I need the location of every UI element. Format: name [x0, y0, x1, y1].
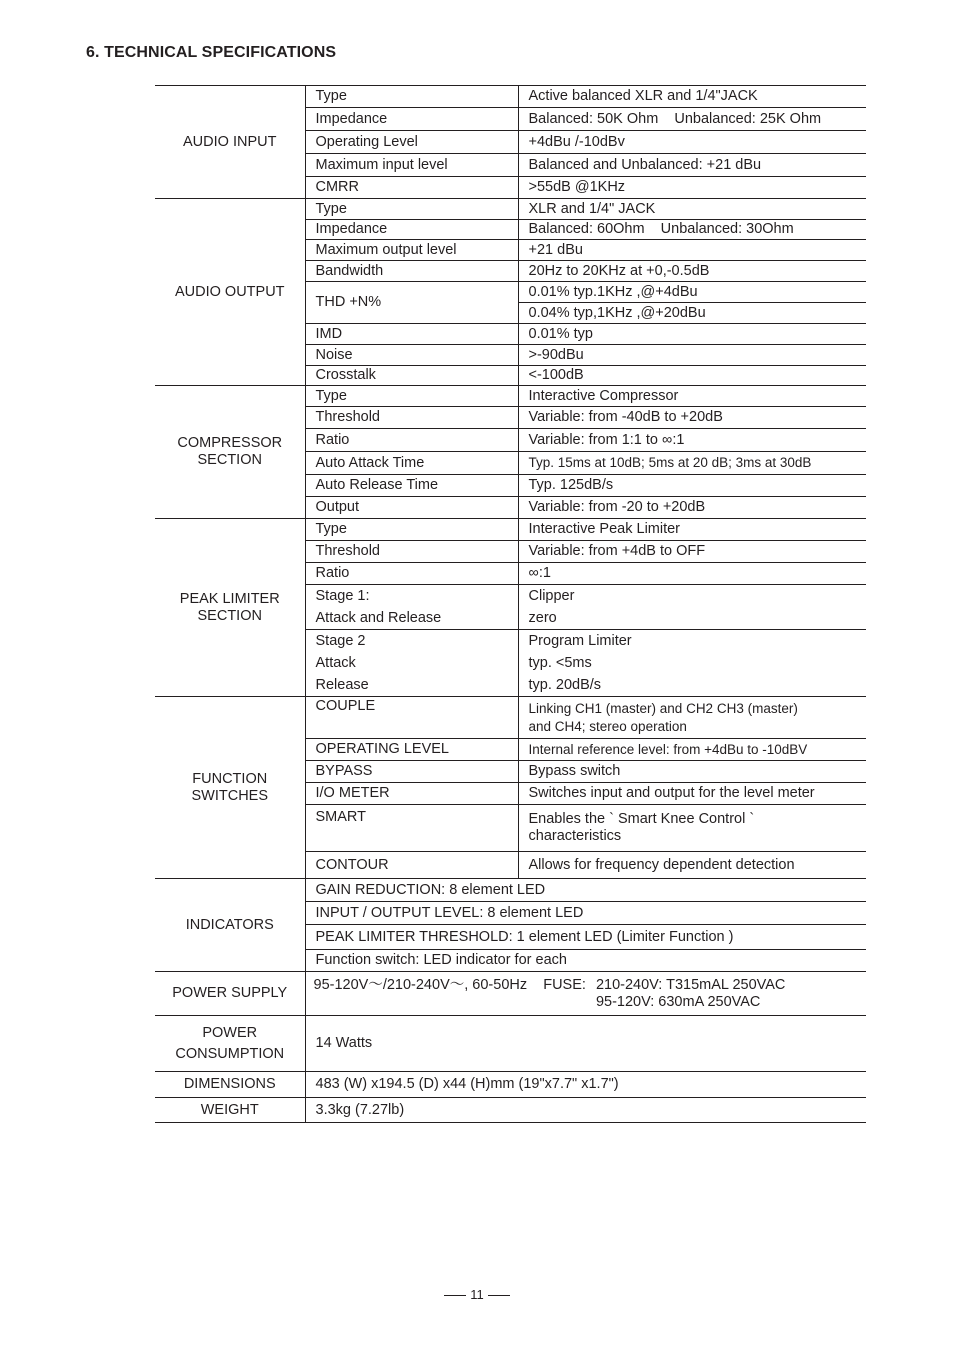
param-cell: Auto Release Time: [305, 475, 518, 497]
param-cell: Maximum input level: [305, 154, 518, 177]
param-cell: Bandwidth: [305, 261, 518, 282]
footer-rule: [444, 1295, 466, 1296]
section-indicators: [155, 879, 305, 972]
fuse-line: 95-120V: 630mA 250VAC: [595, 993, 761, 1010]
param-cell: CONTOUR: [305, 852, 518, 879]
table-row: [155, 1016, 866, 1072]
section-audio-input: [155, 86, 305, 199]
value-cell: [305, 972, 866, 1016]
section-label: SWITCHES: [191, 787, 269, 804]
value-cell: [518, 697, 866, 739]
param-cell: Auto Attack Time: [305, 452, 518, 475]
param-cell: Type: [305, 519, 518, 541]
section-weight: [155, 1098, 305, 1123]
value-line: typ. 20dB/s: [528, 677, 602, 693]
value-cell: Switches input and output for the level meter: [518, 783, 866, 805]
section-label: INDICATORS: [185, 916, 274, 933]
param-cell: Impedance: [305, 108, 518, 131]
value-line: Program Limiter: [528, 633, 632, 649]
param-cell: Output: [305, 497, 518, 519]
value-cell: Balanced: 50K Ohm Unbalanced: 25K Ohm: [518, 108, 866, 131]
value-cell: 20Hz to 20KHz at +0,-0.5dB: [518, 261, 866, 282]
page-number: 11: [470, 1287, 484, 1302]
table-row: [155, 86, 866, 108]
value-cell: Balanced: 60Ohm Unbalanced: 30Ohm: [518, 220, 866, 240]
table-row: [155, 519, 866, 541]
value-cell: +4dBu /-10dBv: [518, 131, 866, 154]
value-cell: Interactive Compressor: [518, 386, 866, 407]
table-row: [155, 386, 866, 407]
value-cell: XLR and 1/4" JACK: [518, 199, 866, 220]
section-label: COMPRESSOR: [177, 435, 283, 451]
table-row: [155, 879, 866, 902]
param-cell: I/O METER: [305, 783, 518, 805]
param-cell: Ratio: [305, 563, 518, 585]
param-cell: Threshold: [305, 407, 518, 429]
value-line: typ. <5ms: [528, 655, 592, 671]
section-compressor: [155, 386, 305, 519]
param-cell: COUPLE: [305, 697, 518, 739]
param-cell: Operating Level: [305, 131, 518, 154]
param-cell: BYPASS: [305, 761, 518, 783]
section-label: CONSUMPTION: [175, 1045, 285, 1062]
section-label: POWER: [202, 1024, 258, 1041]
table-row: [155, 199, 866, 220]
value-cell: 0.01% typ.1KHz ,@+4dBu: [518, 282, 866, 303]
param-line: Attack: [315, 655, 356, 671]
value-cell: <-100dB: [518, 366, 866, 386]
value-cell: Variable: from -40dB to +20dB: [518, 407, 866, 429]
param-cell: Noise: [305, 345, 518, 366]
section-label: SECTION: [197, 452, 262, 468]
table-row: [155, 697, 866, 739]
value-line: Enables the ` Smart Knee Control `: [528, 811, 755, 827]
param-cell: Maximum output level: [305, 240, 518, 261]
section-label: POWER SUPPLY: [172, 985, 288, 1001]
param-cell: Ratio: [305, 429, 518, 452]
value-cell: [518, 585, 866, 630]
section-label: PEAK LIMITER: [179, 590, 280, 607]
param-cell: OPERATING LEVEL: [305, 739, 518, 761]
section-power-supply: [155, 972, 305, 1016]
value-cell: Balanced and Unbalanced: +21 dBu: [518, 154, 866, 177]
page-footer: [0, 1287, 954, 1302]
value-cell: INPUT / OUTPUT LEVEL: 8 element LED: [305, 902, 866, 925]
param-cell: Type: [305, 199, 518, 220]
section-peak-limiter: [155, 519, 305, 697]
value-cell: Typ. 15ms at 10dB; 5ms at 20 dB; 3ms at 30dB: [518, 452, 866, 475]
section-label: AUDIO OUTPUT: [174, 283, 285, 300]
value-cell: 483 (W) x194.5 (D) x44 (H)mm (19"x7.7" x1.7"): [305, 1072, 866, 1098]
fuse-line: 210-240V: T315mAL 250VAC: [595, 976, 786, 993]
value-cell: Bypass switch: [518, 761, 866, 783]
value-cell: Typ. 125dB/s: [518, 475, 866, 497]
section-label: FUNCTION: [192, 770, 268, 787]
param-cell: Impedance: [305, 220, 518, 240]
table-row: [155, 1072, 866, 1098]
specifications-table: [155, 85, 866, 1123]
param-cell: Type: [305, 86, 518, 108]
param-line: Stage 2: [315, 633, 366, 649]
page-title: 6. TECHNICAL SPECIFICATIONS: [86, 44, 337, 61]
section-label: SECTION: [197, 607, 262, 624]
param-cell: [305, 585, 518, 630]
value-cell: PEAK LIMITER THRESHOLD: 1 element LED (Limiter Function ): [305, 925, 866, 950]
value-cell: Function switch: LED indicator for each: [305, 950, 866, 972]
value-cell: 0.04% typ,1KHz ,@+20dBu: [518, 303, 866, 324]
param-cell: Type: [305, 386, 518, 407]
value-cell: [518, 805, 866, 852]
value-cell: Interactive Peak Limiter: [518, 519, 866, 541]
param-line: Attack and Release: [315, 610, 442, 626]
param-line: Release: [315, 677, 369, 693]
value-cell: Variable: from +4dB to OFF: [518, 541, 866, 563]
value-cell: Variable: from -20 to +20dB: [518, 497, 866, 519]
table-row: [155, 972, 866, 1016]
value-cell: >55dB @1KHz: [518, 177, 866, 199]
value-cell: 0.01% typ: [518, 324, 866, 345]
param-cell: Crosstalk: [305, 366, 518, 386]
value-line: zero: [528, 610, 557, 626]
table-row: [155, 1098, 866, 1123]
value-cell: Variable: from 1:1 to ∞:1: [518, 429, 866, 452]
param-cell: CMRR: [305, 177, 518, 199]
section-function-switches: [155, 697, 305, 879]
value-cell: GAIN REDUCTION: 8 element LED: [305, 879, 866, 902]
value-cell: ∞:1: [518, 563, 866, 585]
param-line: Stage 1:: [315, 588, 370, 604]
value-line: Clipper: [528, 588, 575, 604]
value-cell: >-90dBu: [518, 345, 866, 366]
value-line: characteristics: [528, 828, 622, 844]
param-cell: Threshold: [305, 541, 518, 563]
value-cell: +21 dBu: [518, 240, 866, 261]
power-supply-value: 95-120V～/210-240V～, 60-50Hz FUSE:: [313, 976, 586, 993]
value-cell: 3.3kg (7.27lb): [305, 1098, 866, 1123]
fuse-ratings: [596, 977, 785, 1011]
param-cell: SMART: [305, 805, 518, 852]
value-cell: Allows for frequency dependent detection: [518, 852, 866, 879]
param-cell: THD +N%: [305, 282, 518, 324]
value-cell: [518, 630, 866, 697]
param-cell: [305, 630, 518, 697]
value-cell: Internal reference level: from +4dBu to -10dBV: [518, 739, 866, 761]
value-line: Linking CH1 (master) and CH2 CH3 (master): [528, 700, 798, 716]
section-power-consumption: [155, 1016, 305, 1072]
section-label: DIMENSIONS: [183, 1076, 276, 1092]
section-label: AUDIO INPUT: [183, 133, 277, 150]
section-audio-output: [155, 199, 305, 386]
section-dimensions: [155, 1072, 305, 1098]
value-cell: 14 Watts: [305, 1016, 866, 1072]
param-cell: IMD: [305, 324, 518, 345]
section-label: WEIGHT: [200, 1101, 259, 1118]
footer-rule: [488, 1295, 510, 1296]
value-cell: Active balanced XLR and 1/4"JACK: [518, 86, 866, 108]
value-line: and CH4; stereo operation: [528, 718, 687, 734]
